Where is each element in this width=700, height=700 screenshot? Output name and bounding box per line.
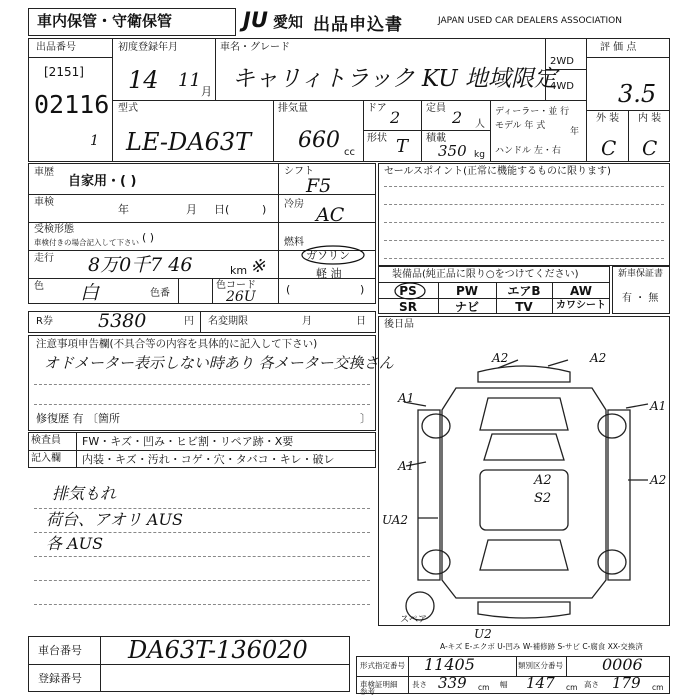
fuel-gas-circle xyxy=(300,244,366,266)
doors-label: ドア xyxy=(367,103,387,114)
inspector-label-2: 記入欄 xyxy=(31,453,61,464)
equip-ps: PS xyxy=(399,284,417,298)
chassis-value: DA63T-136020 xyxy=(128,636,308,664)
org-name: 愛知 xyxy=(273,13,304,31)
car-diagram xyxy=(378,330,670,630)
capacity-label: 定員 xyxy=(426,103,446,114)
mark-a1-left-front: A1 xyxy=(398,391,415,405)
dealer-model-year: モデル 年 式 xyxy=(495,121,546,131)
mark-a2-front-right: A2 xyxy=(590,351,607,365)
mark-a1-right-front: A1 xyxy=(650,399,667,413)
mark-a2-bed: A2 xyxy=(534,473,552,488)
inspector-note-1: 排気もれ xyxy=(52,484,117,503)
mark-ua2-left-rear: UA2 xyxy=(382,513,409,527)
equipment-label: 装備品(純正品に限り○をつけてください) xyxy=(392,269,579,280)
drive-2wd: 2WD xyxy=(550,56,574,67)
grade-int-label: 内 装 xyxy=(638,113,662,124)
equip-sr: SR xyxy=(399,300,417,314)
type-number: 11405 xyxy=(424,655,475,674)
mark-a1-left-mid: A1 xyxy=(398,459,415,473)
receive-value: ( ) xyxy=(142,231,155,244)
color-number-label: 色番 xyxy=(150,288,170,299)
grade-int: C xyxy=(642,136,658,160)
width-value: 147 xyxy=(526,674,555,692)
lot-bracket-number: [2151] xyxy=(44,65,84,79)
recycle-frame xyxy=(28,311,376,333)
mileage-label: 走行 xyxy=(34,253,54,264)
capacity-value: 2 xyxy=(452,108,463,127)
model-value: LE-DA63T xyxy=(126,128,252,156)
recycle-value: 5380 xyxy=(98,310,147,332)
shape-value: T xyxy=(396,136,409,157)
mark-a2-right-mid: A2 xyxy=(650,473,667,487)
receive-label: 受検形態 xyxy=(34,224,74,235)
fuel-diesel: 軽 油 xyxy=(316,267,342,280)
fuel-paren-close: ) xyxy=(360,283,365,296)
shape-label: 形状 xyxy=(367,133,387,144)
width-label: 幅 xyxy=(500,680,508,689)
load-unit: kg xyxy=(474,150,485,160)
length-value: 339 xyxy=(438,674,467,692)
color-code-label: 色コード xyxy=(216,280,256,291)
inspector-label-1: 検査員 xyxy=(31,435,61,446)
fuel-paren-open: ( xyxy=(286,283,291,296)
shift-value: F5 xyxy=(306,175,332,197)
length-label: 長さ xyxy=(412,680,427,689)
height-value: 179 xyxy=(612,674,641,692)
mileage-value: 8万0千7 46 xyxy=(88,254,193,276)
warranty-label: 新車保証書 xyxy=(618,269,664,279)
registration-month: 11 xyxy=(178,70,201,91)
inspection-month: 月 xyxy=(186,203,197,216)
capacity-unit: 人 xyxy=(475,119,485,130)
form-title: 出品申込書 xyxy=(313,15,403,35)
mileage-unit: km xyxy=(230,264,248,277)
fuel-gas: ガソリン xyxy=(306,249,350,262)
storage-box xyxy=(28,8,236,36)
ps-circle xyxy=(392,279,428,301)
height-unit: cm xyxy=(652,683,664,692)
rear-seat-label: 後日品 xyxy=(384,319,414,330)
association-name: JAPAN USED CAR DEALERS ASSOCIATION xyxy=(438,16,622,26)
class-number: 0006 xyxy=(602,655,643,674)
class-number-label: 類別区分番号 xyxy=(518,661,563,670)
load-label: 積載 xyxy=(426,133,446,144)
inspector-note-3: 各 AUS xyxy=(46,534,104,553)
type-number-label: 形式指定番号 xyxy=(360,661,405,670)
color-label: 色 xyxy=(34,281,44,292)
displacement-unit: cc xyxy=(344,147,355,158)
equip-tv: TV xyxy=(515,300,533,314)
notes-label: 注意事項申告欄(不具合等の内容を具体的に記入して下さい) xyxy=(36,338,318,350)
mark-u2-rear: U2 xyxy=(474,627,492,641)
receive-note: 車検付きの場合記入して下さい xyxy=(34,238,139,247)
ac-label: 冷房 xyxy=(284,199,304,210)
fuel-label: 燃料 xyxy=(284,237,304,248)
repair-history-close: 〕 xyxy=(360,412,371,425)
damage-legend: A-キズ E-エクボ U-凹み W-補修跡 S-サビ C-腐食 XX-交換済 xyxy=(440,642,643,651)
lot-sub: 1 xyxy=(90,133,99,149)
registration-label: 初度登録年月 xyxy=(118,42,178,53)
storage-label: 車内保管・守衛保管 xyxy=(37,12,173,30)
lot-number: 02116 xyxy=(34,90,110,119)
recycle-unit: 円 xyxy=(184,316,194,327)
recycle-label: R券 xyxy=(36,316,53,327)
warranty-value: 有 ・ 無 xyxy=(622,293,659,304)
registration-month-unit: 月 xyxy=(201,85,212,98)
registration-year: 14 xyxy=(128,66,159,94)
inspector-note-2: 荷台、アオリ AUS xyxy=(46,510,183,529)
color-code: 26U xyxy=(226,289,256,305)
inspector-row-1: FW・キズ・凹み・ヒビ割・リペア跡・X要 xyxy=(82,435,294,448)
inspection-close: ) xyxy=(262,203,267,216)
car-name-label: 車名・グレード xyxy=(220,42,290,53)
equip-leather: カワシート xyxy=(556,300,606,311)
name-change-label: 名変期限 xyxy=(208,316,248,327)
selling-points-frame xyxy=(378,163,670,266)
equip-navi: ナビ xyxy=(454,300,479,314)
equip-airbag: エアB xyxy=(507,284,541,298)
selling-points-label: セールスポイント(正常に機能するものに限ります) xyxy=(384,166,611,177)
mark-a2-front-left: A2 xyxy=(492,351,509,365)
mileage-mark: ※ xyxy=(250,256,266,277)
name-change-day: 日 xyxy=(356,316,366,327)
chassis-label: 車台番号 xyxy=(38,644,82,657)
reg-number-label: 登録番号 xyxy=(38,672,82,685)
dims-ref-label: 車検証明細 参考 xyxy=(360,680,398,696)
inspection-day: 日( xyxy=(214,203,230,216)
car-name-value: キャリィトラック KU 地域限定 xyxy=(232,66,557,92)
spare-label: スペア xyxy=(400,615,428,625)
grade-ext-label: 外 装 xyxy=(596,113,620,124)
grade-ext: C xyxy=(601,136,617,160)
history-label: 車歴 xyxy=(34,167,54,178)
drive-4wd: 4WD xyxy=(550,81,574,92)
grade-value: 3.5 xyxy=(618,80,657,108)
color-value: 白 xyxy=(80,282,100,304)
dealer-label: ディーラー・並 行 xyxy=(495,107,570,117)
repair-history: 修復歴 有 〔箇所 xyxy=(36,412,120,425)
dealer-handle: ハンドル 左・右 xyxy=(495,146,561,156)
ju-logo: JU xyxy=(243,8,268,32)
history-value: 自家用・( ) xyxy=(68,174,137,189)
notes-value: オドメーター表示しない時あり 各メーター交換さん xyxy=(44,354,394,372)
shift-label: シフト xyxy=(284,166,314,177)
inspector-row-2: 内装・キズ・汚れ・コゲ・穴・タバコ・キレ・破レ xyxy=(82,453,335,466)
grade-label: 評 価 点 xyxy=(600,42,637,53)
model-label: 型式 xyxy=(118,103,138,114)
height-label: 高さ xyxy=(584,680,599,689)
equip-aw: AW xyxy=(570,284,592,298)
equip-pw: PW xyxy=(455,284,479,298)
doors-value: 2 xyxy=(390,108,401,127)
name-change-month: 月 xyxy=(302,316,312,327)
dealer-year-unit: 年 xyxy=(570,127,580,137)
lot-label: 出品番号 xyxy=(36,42,76,53)
mark-s2-bed: S2 xyxy=(534,491,552,506)
inspection-year: 年 xyxy=(118,203,129,216)
inspection-label: 車検 xyxy=(34,197,54,208)
displacement-label: 排気量 xyxy=(278,103,308,114)
load-value: 350 xyxy=(438,142,467,160)
length-unit: cm xyxy=(478,683,490,692)
ac-value: AC xyxy=(316,204,345,226)
width-unit: cm xyxy=(566,683,578,692)
displacement-value: 660 xyxy=(298,128,340,153)
